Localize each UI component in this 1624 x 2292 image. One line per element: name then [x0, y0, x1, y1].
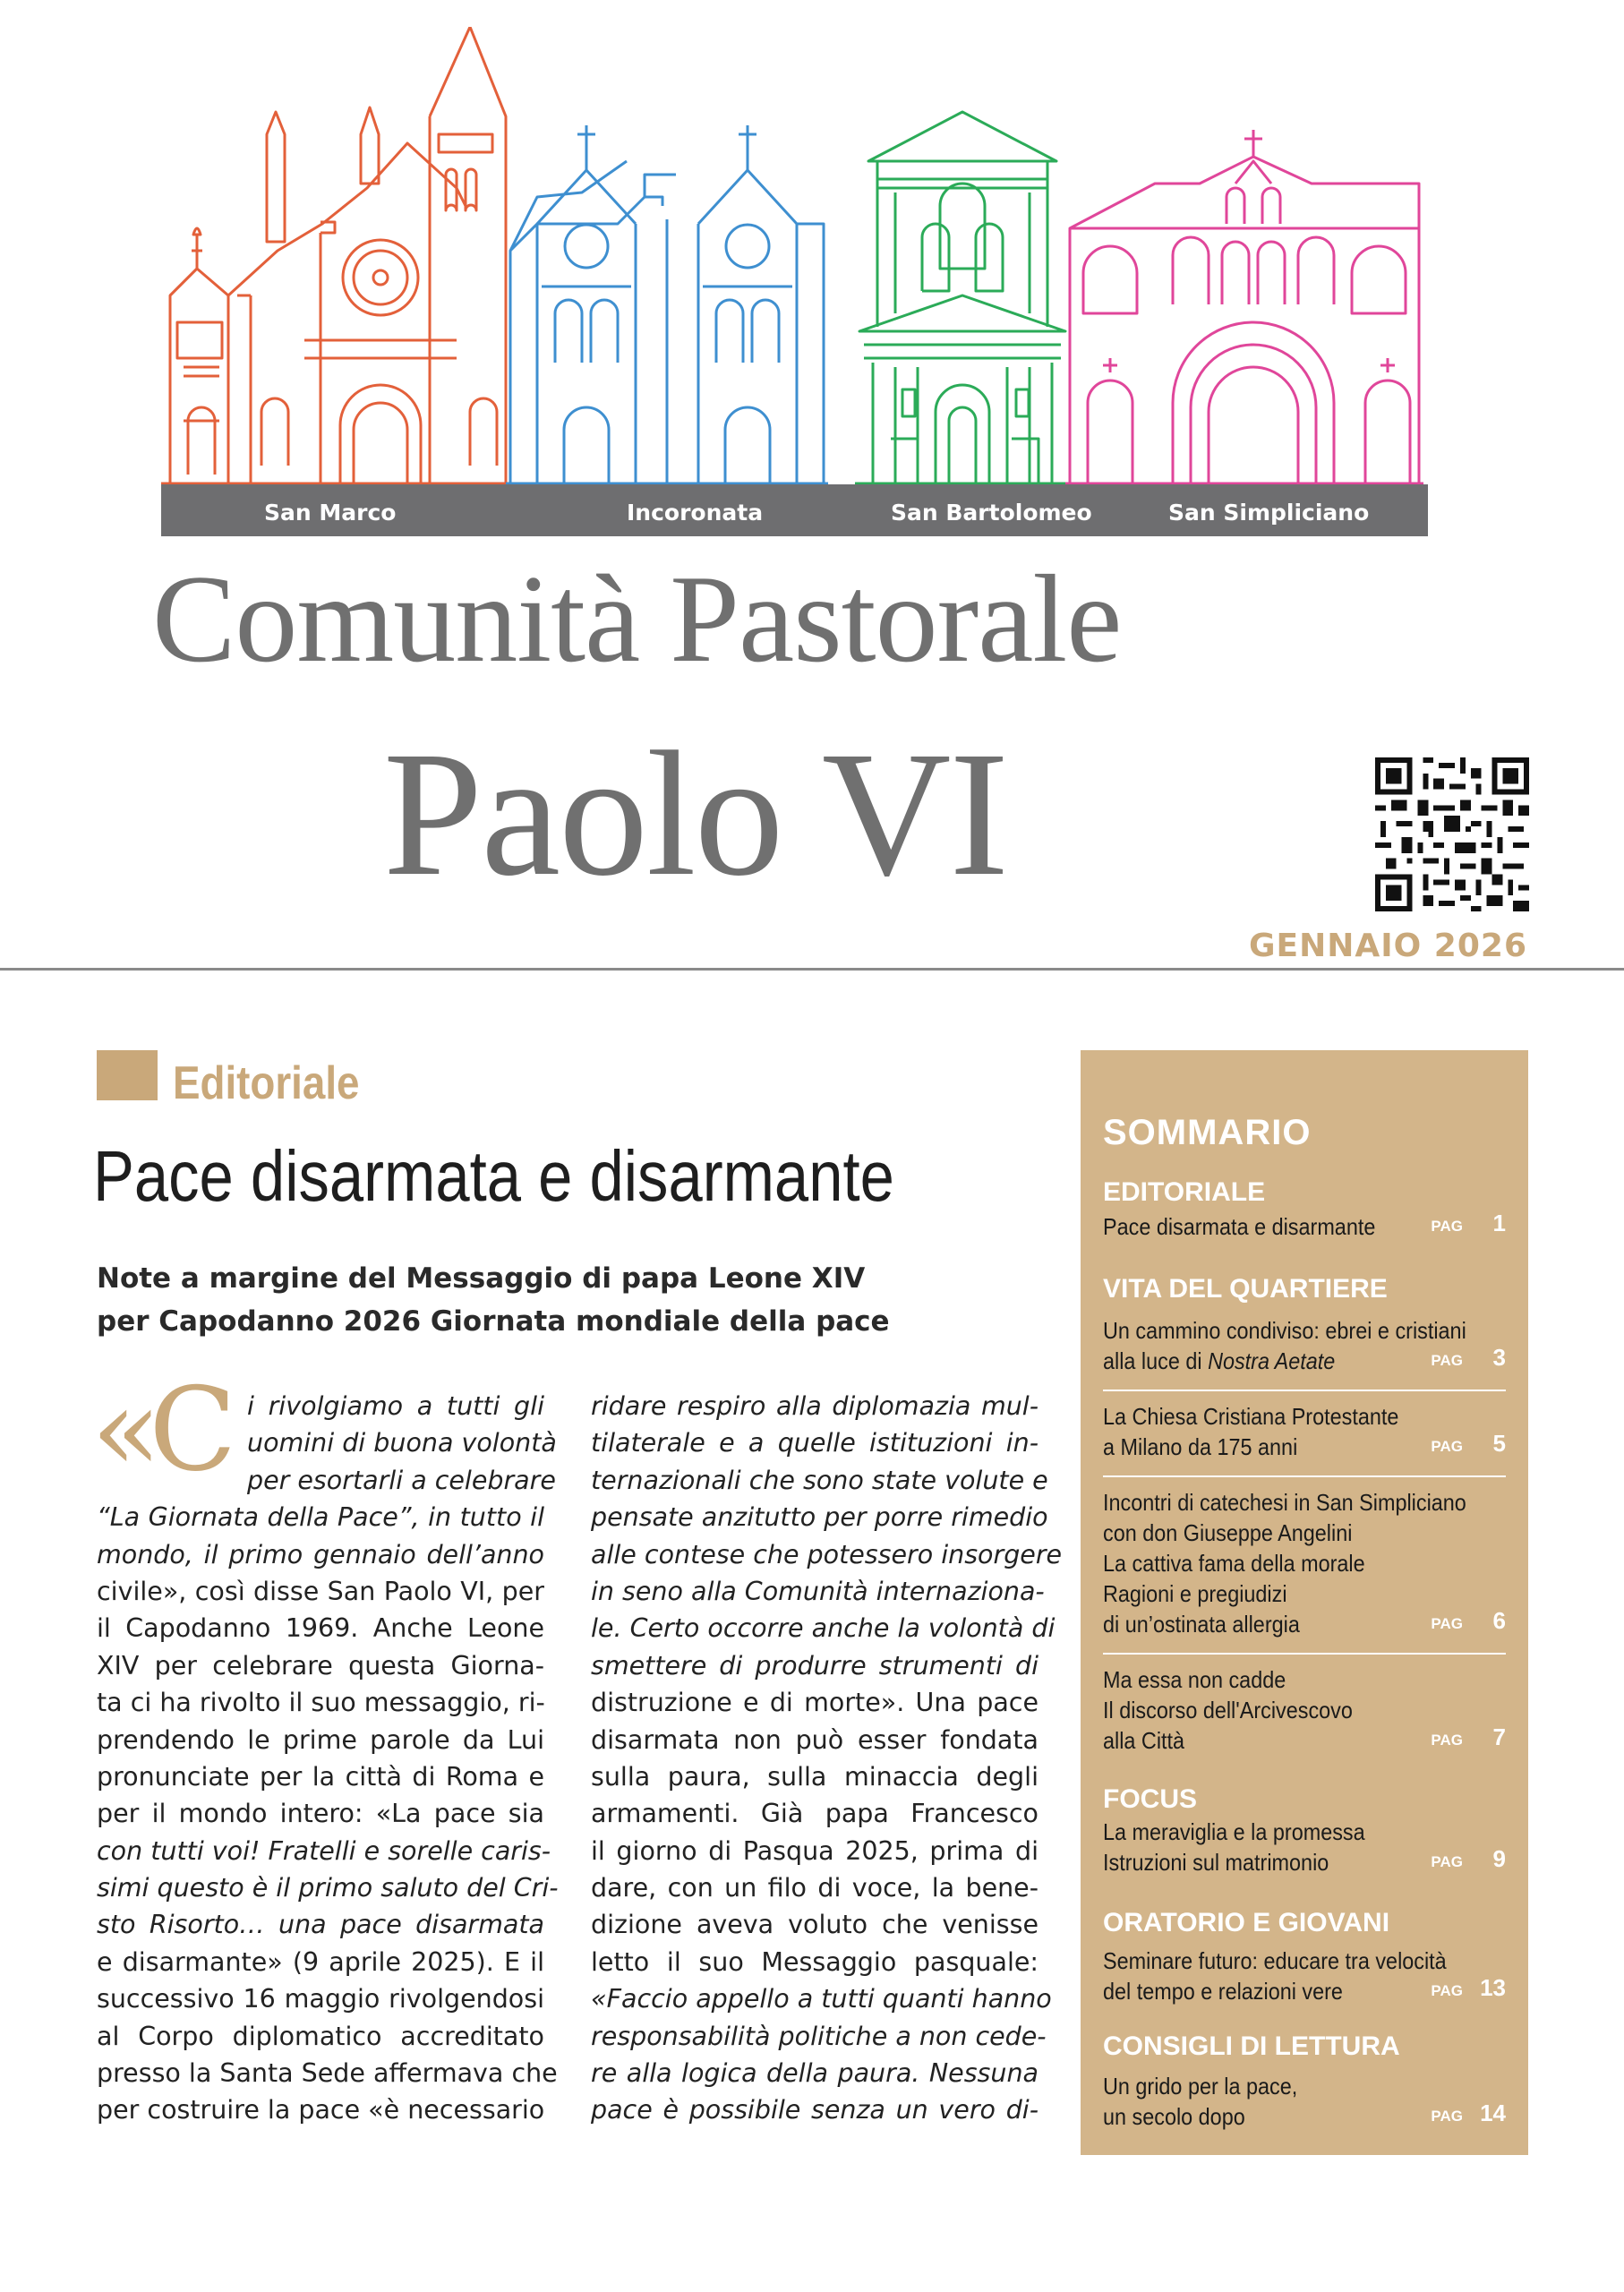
- entry-line: Un cammino condiviso: ebrei e cristiani: [1103, 1317, 1466, 1344]
- section-label: Editoriale: [173, 1057, 360, 1109]
- page-number: 7: [1492, 1723, 1506, 1750]
- sommario-section-focus: FOCUS: [1103, 1784, 1197, 1814]
- entry-line: Un grido per la pace,: [1103, 2073, 1298, 2100]
- page-ref: [1431, 2098, 1506, 2132]
- incoronata-church-drawing: [506, 125, 828, 483]
- text-line: ternazionali che sono state volute e: [591, 1465, 1048, 1495]
- issue-date: GENNAIO 2026: [1249, 928, 1527, 964]
- text-line: per il mondo intero: «La pace sia: [97, 1799, 544, 1829]
- text-line: alle contese che potessero insorgere: [591, 1539, 1063, 1569]
- text-line: simi questo è il primo saluto del Cri-: [97, 1873, 559, 1903]
- text-line: pace è possibile senza un vero di-: [591, 2095, 1039, 2125]
- sommario-entry[interactable]: [1103, 1315, 1506, 1376]
- article-column-1: [97, 1388, 559, 2129]
- text-line: distruzione e di morte». Una pace: [591, 1688, 1039, 1718]
- qr-code[interactable]: [1375, 757, 1529, 911]
- text-line: prendendo le prime parole da Lui: [97, 1724, 544, 1755]
- text-line: disarmata non può esser fondata: [591, 1724, 1039, 1755]
- entry-line: con don Giuseppe Angelini: [1103, 1519, 1353, 1546]
- entry-line: La cattiva fama della morale: [1103, 1550, 1365, 1577]
- masthead-title: Comunità Pastorale: [152, 550, 1122, 688]
- text-line: civile», così disse San Paolo VI, per: [97, 1576, 544, 1606]
- pag-label: PAG: [1431, 1218, 1463, 1235]
- page-ref: [1431, 1605, 1506, 1639]
- entry-line: Istruzioni sul matrimonio: [1103, 1849, 1329, 1876]
- entry-line: Il discorso dell'Arcivescovo: [1103, 1697, 1353, 1723]
- page-ref: [1431, 1722, 1506, 1756]
- entry-line: Ragioni e pregiudizi: [1103, 1580, 1287, 1607]
- article-subtitle: [97, 1257, 902, 1343]
- sommario-entry[interactable]: [1103, 2071, 1506, 2132]
- san-simpliciano-church-drawing: [1065, 130, 1423, 483]
- sommario-section-vita-del-quartiere: VITA DEL QUARTIERE: [1103, 1274, 1388, 1304]
- page-number: 14: [1480, 2100, 1506, 2126]
- text-line: letto il suo Messaggio pasquale:: [591, 1946, 1039, 1977]
- sommario-separator: [1103, 1475, 1506, 1477]
- masthead-subtitle: Paolo VI: [383, 715, 1007, 913]
- entry-line: di un’ostinata allergia: [1103, 1611, 1300, 1638]
- entry-line: Pace disarmata e disarmante: [1103, 1213, 1376, 1240]
- sommario-title: SOMMARIO: [1103, 1113, 1312, 1152]
- pag-label: PAG: [1431, 1853, 1463, 1870]
- text-line: responsabilità politiche a non cede-: [591, 2021, 1047, 2051]
- church-label-san-bartolomeo: San Bartolomeo: [891, 500, 1092, 526]
- sommario-entry[interactable]: [1103, 1401, 1506, 1462]
- entry-line: La Chiesa Cristiana Protestante: [1103, 1403, 1399, 1430]
- article-column-2: [591, 1388, 1063, 2129]
- page-ref: [1431, 1342, 1506, 1376]
- page-number: 9: [1492, 1845, 1506, 1872]
- subtitle-line: per Capodanno 2026 Giornata mondiale della pace: [97, 1305, 890, 1338]
- page-ref: [1431, 1428, 1506, 1462]
- text-line: per esortarli a celebrare: [247, 1465, 556, 1495]
- text-line: tilaterale e a quelle istituzioni in-: [591, 1428, 1039, 1458]
- sommario-entry[interactable]: [1103, 1817, 1506, 1877]
- text-line: il giorno di Pasqua 2025, prima di: [591, 1835, 1039, 1866]
- text-line: le. Certo occorre anche la volontà di: [591, 1613, 1056, 1644]
- church-label-san-simpliciano: San Simpliciano: [1168, 500, 1370, 526]
- pag-label: PAG: [1431, 1615, 1463, 1632]
- sommario-separator: [1103, 1390, 1506, 1391]
- sommario-section-oratorio-e-giovani: ORATORIO E GIOVANI: [1103, 1908, 1390, 1937]
- text-line: smettere di produrre strumenti di: [591, 1650, 1039, 1681]
- page-ref: [1431, 1843, 1506, 1877]
- church-label-san-marco: San Marco: [264, 500, 397, 526]
- page-number: 13: [1480, 1974, 1506, 2001]
- text-line: presso la Santa Sede affermava che: [97, 2058, 558, 2089]
- text-line: ridare respiro alla diplomazia mul-: [591, 1391, 1039, 1421]
- text-line: pensate anzitutto per porre rimedio: [591, 1502, 1048, 1533]
- text-line: per costruire la pace «è necessario: [97, 2095, 545, 2125]
- text-line: mondo, il primo gennaio dell’anno: [97, 1539, 544, 1569]
- text-line: il Capodanno 1969. Anche Leone: [97, 1613, 544, 1644]
- entry-line: La meraviglia e la promessa: [1103, 1818, 1365, 1845]
- pag-label: PAG: [1431, 1732, 1463, 1749]
- church-label-incoronata: Incoronata: [627, 500, 764, 526]
- text-line: pronunciate per la città di Roma e: [97, 1761, 544, 1792]
- section-marker: [97, 1050, 158, 1100]
- text-line: i rivolgiamo a tutti gli: [247, 1391, 544, 1421]
- entry-line: a Milano da 175 anni: [1103, 1433, 1298, 1460]
- article-headline: Pace disarmata e disarmante: [93, 1136, 894, 1216]
- text-line: ta ci ha rivolto il suo messaggio, ri-: [97, 1688, 545, 1718]
- sommario-entry[interactable]: [1103, 1946, 1506, 2006]
- san-marco-church-drawing: [161, 27, 515, 483]
- entry-line: alla luce di Nostra Aetate: [1103, 1347, 1336, 1374]
- sommario-box: [1081, 1050, 1528, 2155]
- subtitle-line: Note a margine del Messaggio di papa Leone XIV: [97, 1262, 866, 1295]
- entry-line: un secolo dopo: [1103, 2103, 1245, 2130]
- text-line: re alla logica della paura. Nessuna: [591, 2058, 1039, 2089]
- entry-line: Ma essa non cadde: [1103, 1666, 1286, 1693]
- text-line: «Faccio appello a tutti quanti hanno: [591, 1984, 1052, 2014]
- text-line: armamenti. Già papa Francesco: [591, 1799, 1039, 1829]
- entry-italic: Nostra Aetate: [1208, 1347, 1336, 1374]
- entry-line: Seminare futuro: educare tra velocità: [1103, 1947, 1447, 1974]
- page-number: 6: [1492, 1607, 1506, 1634]
- page-ref: [1431, 1208, 1506, 1242]
- sommario-section-editoriale: EDITORIALE: [1103, 1177, 1266, 1207]
- sommario-entry[interactable]: [1103, 1664, 1506, 1756]
- text-line: XIV per celebrare questa Giorna-: [97, 1650, 544, 1681]
- text-line: con tutti voi! Fratelli e sorelle caris-: [97, 1835, 551, 1866]
- page-number: 5: [1492, 1430, 1506, 1457]
- page-ref: [1431, 1972, 1506, 2006]
- churches-illustration: [161, 27, 1428, 492]
- church-names-bar: [161, 484, 1428, 536]
- page-number: 3: [1492, 1344, 1506, 1371]
- sommario-entry[interactable]: [1103, 1211, 1506, 1242]
- pag-label: PAG: [1431, 1438, 1463, 1455]
- text-line: uomini di buona volontà: [247, 1428, 557, 1458]
- text-line: sulla paura, sulla minaccia degli: [591, 1761, 1039, 1792]
- san-bartolomeo-church-drawing: [855, 112, 1070, 483]
- pag-label: PAG: [1431, 1352, 1463, 1369]
- text-line: in seno alla Comunità internaziona-: [591, 1576, 1045, 1606]
- sommario-separator: [1103, 1653, 1506, 1655]
- entry-line: Incontri di catechesi in San Simpliciano: [1103, 1489, 1466, 1516]
- sommario-entry[interactable]: [1103, 1487, 1506, 1639]
- pag-label: PAG: [1431, 2108, 1463, 2125]
- entry-line: alla Città: [1103, 1727, 1185, 1754]
- text-line: al Corpo diplomatico accreditato: [97, 2021, 544, 2051]
- text-line: e disarmante» (9 aprile 2025). E il: [97, 1946, 544, 1977]
- drop-cap: «C: [91, 1364, 225, 1497]
- page-number: 1: [1492, 1210, 1506, 1236]
- text-line: sto Risorto… una pace disarmata: [97, 1910, 544, 1940]
- pag-label: PAG: [1431, 1982, 1463, 1999]
- entry-line: del tempo e relazioni vere: [1103, 1978, 1343, 2005]
- header-divider: [0, 968, 1624, 971]
- text-line: successivo 16 maggio rivolgendosi: [97, 1984, 544, 2014]
- text-line: dizione aveva voluto che venisse: [591, 1910, 1039, 1940]
- text-line: “La Giornata della Pace”, in tutto il: [97, 1502, 544, 1533]
- sommario-section-consigli-di-lettura: CONSIGLI DI LETTURA: [1103, 2031, 1400, 2061]
- text-line: dare, con un filo di voce, la bene-: [591, 1873, 1039, 1903]
